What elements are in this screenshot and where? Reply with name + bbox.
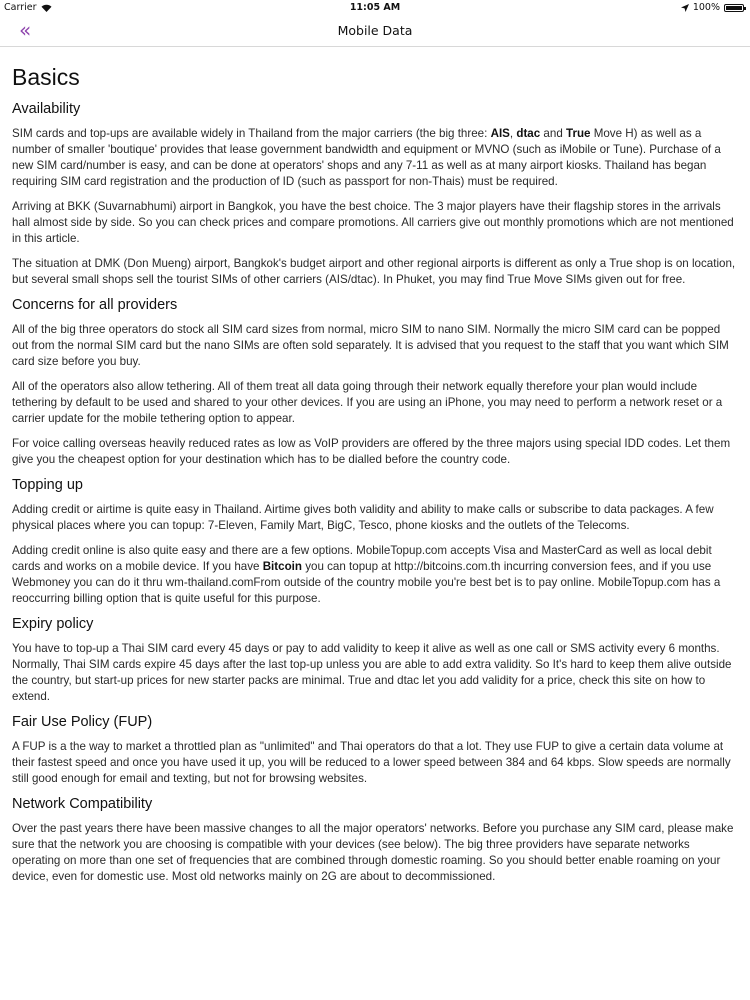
sections (12, 101, 738, 885)
text-run: The situation at DMK (Don Mueng) airport, Bangkok's budget airport and other regional airports is different as only a True shop is on location, but several small shops sell the tourist SIMs of other carriers (AIS/dtac). In Phuket, you may find True Move SIMs given out for free. (12, 257, 736, 286)
paragraph (12, 543, 738, 607)
paragraph (12, 379, 738, 427)
section-heading: Topping up (12, 477, 83, 493)
paragraph (12, 199, 738, 247)
section-heading: Availability (12, 101, 81, 117)
bold-text: AIS (490, 127, 510, 140)
text-run: , (509, 127, 517, 140)
battery-percent: 100% (692, 2, 720, 13)
text-run: Adding credit or airtime is quite easy in Thailand. Airtime gives both validity and ability to make calls or subscribe to data packages. A few physical places where you can topup: 7-Eleven, Family Mart, BigC, Tesco, phone kiosks and the outlets of the Telecoms. (12, 503, 714, 532)
paragraph (12, 821, 738, 885)
paragraph (12, 436, 738, 468)
section-heading: Expiry policy (12, 616, 94, 632)
paragraph (12, 256, 738, 288)
paragraph (12, 126, 738, 190)
location-arrow-icon (681, 4, 689, 12)
article-content (0, 64, 750, 885)
text-run: All of the big three operators do stock all SIM card sizes from normal, micro SIM to nano SIM. Normally the micro SIM card can be popped out from the normal SIM card but the nano SIMs are often sold separately. It is advised that you request to the staff that you want which SIM card size before you buy. (12, 323, 729, 368)
navigation-bar (0, 16, 750, 47)
text-run: SIM cards and top-ups are available widely in Thailand from the major carriers (the big three: (12, 127, 491, 140)
bold-text: True (566, 127, 591, 140)
section-heading: Fair Use Policy (FUP) (12, 714, 153, 730)
status-right (681, 2, 744, 13)
section-heading: Concerns for all providers (12, 297, 178, 313)
paragraph (12, 641, 738, 705)
text-run: You have to top-up a Thai SIM card every 45 days or pay to add validity to keep it alive as well as one call or SMS activity every 6 months. Normally, Thai SIM cards expire 45 days after the last top-up unless you are able to add extra validity. So It's hard to keep them alive outside the country, but start-up prices for new starter packs are minimal. True and dtac let you add validity for a price, check this site on how to extend. (12, 642, 732, 703)
text-run: For voice calling overseas heavily reduced rates as low as VoIP providers are offered by the three majors using special IDD codes. Let them give you the cheapest option for your destination which has to be dialled before the country code. (12, 437, 731, 466)
text-run: Adding credit online is also quite easy and there are a few options. MobileTopup.com accepts Visa and MasterCard as well as local debit cards and works on a mobile device. If you have (12, 544, 712, 573)
text-run: Over the past years there have been massive changes to all the major operators' networks. Before you purchase any SIM card, please make sure that the network you are choosing is compatible with your devices (see below). The big three providers have separate networks operating on more than one set of frequencies that are combined through domestic roaming. So you should better enable roaming on your device, even for domestic use. Most old networks mainly on 2G are about to decommissioned. (12, 822, 734, 883)
status-bar (0, 0, 750, 16)
back-button[interactable]: « (19, 18, 32, 42)
text-run: All of the operators also allow tethering. All of them treat all data going through their network equally therefore your plan would include tethering by default to be used and shared to your other devices. If you are using an iPhone, you may need to perform a network reset or a carrier update for the mobile tethering option to appear. (12, 380, 723, 425)
bold-text: dtac (516, 127, 541, 140)
paragraph (12, 322, 738, 370)
text-run: Move H) as well as a number of smaller 'boutique' provides that lease government bandwidth and equipment or MVNO (such as iMobile or Tune). Purchase of a new SIM card/number is easy, and can be done at operators' shops and any 7-11 as well as at many airport kiosks. Thailand has began requiring SIM card registration and the production of ID (such as passport for non-Thais) must be required. (12, 127, 721, 188)
clock: 11:05 AM (349, 2, 401, 13)
section-heading: Network Compatibility (12, 796, 153, 812)
nav-title: Mobile Data (337, 23, 413, 38)
bold-text: Bitcoin (262, 560, 302, 573)
carrier-label: Carrier (4, 2, 37, 13)
battery-icon (724, 4, 744, 12)
paragraph (12, 739, 738, 787)
text-run: and (540, 127, 566, 140)
paragraph (12, 502, 738, 534)
text-run: A FUP is a the way to market a throttled plan as "unlimited" and Thai operators do that a lot. They use FUP to give a certain data volume at their fastest speed and once you have used it up, you will be reduced to a lower speed between 384 and 64 kbps. Slow speeds are normally still good enough for email and texting, but not for browsing websites. (12, 740, 731, 785)
text-run: Arriving at BKK (Suvarnabhumi) airport in Bangkok, you have the best choice. The 3 major players have their flagship stores in the arrivals hall almost side by side. So you can check prices and compare promotions. All carriers give out monthly promotions which are not mentioned in this article. (12, 200, 734, 245)
page-title: Basics (12, 64, 80, 90)
text-run: you can topup at http://bitcoins.com.th incurring conversion fees, and if you use Webmoney you can do it thru wm-thailand.comFrom outside of the country mobile you're best bet is to pay online. MobileTopup.com has a reoccurring billing option that is quite useful for this purpose. (12, 560, 721, 605)
